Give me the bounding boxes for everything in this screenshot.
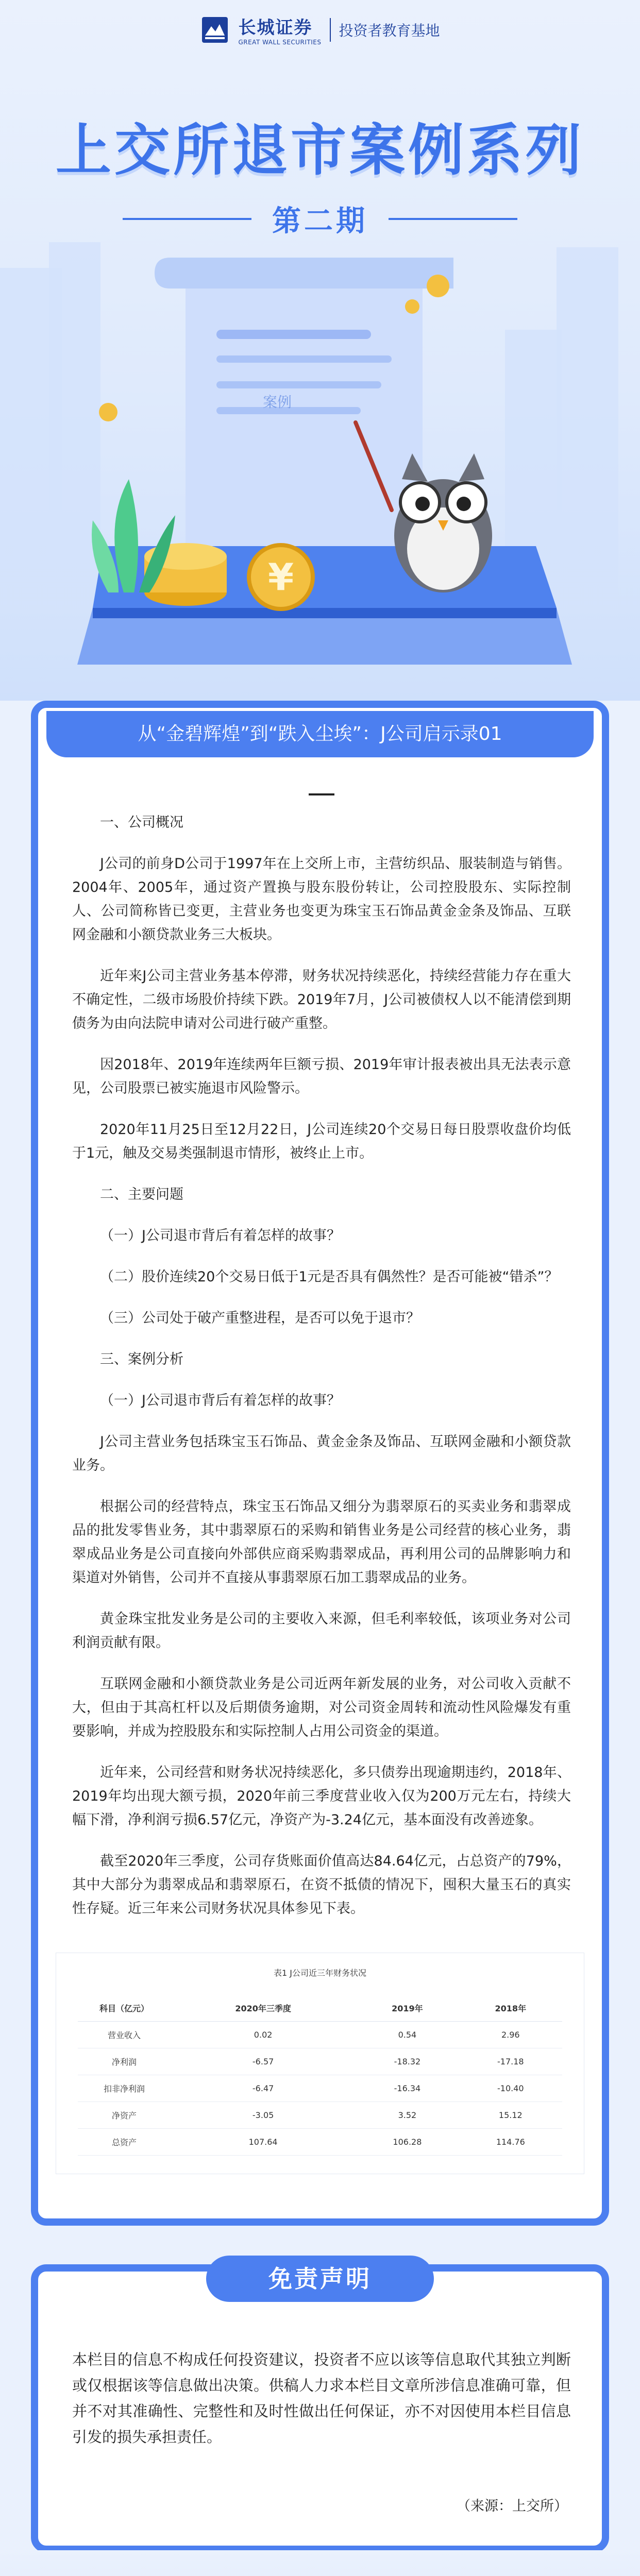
section-heading: 三、案例分析 — [100, 1351, 183, 1367]
table-cell: 15.12 — [459, 2102, 562, 2129]
article-paragraph: 因2018年、2019年连续两年巨额亏损、2019年审计报表被出具无法表示意见，公司股票已被实施退市风险警示。 — [72, 1057, 571, 1096]
platform-edge — [93, 608, 557, 618]
article-paragraph: 近年来，公司经营和财务状况持续恶化，多只债券出现逾期违约，2018年、2019年均出现大额亏损，2020年前三季度营业收入仅为200万元左右，持续大幅下滑，净利润亏损6.57亿元，净资产为-3.24亿元，基本面没有改善迹象。 — [72, 1765, 571, 1828]
owl-pupil — [457, 497, 471, 511]
illustration-case-text: 案例 — [263, 394, 292, 411]
table-row — [78, 2022, 562, 2048]
section-heading: （一）J公司退市背后有着怎样的故事？ — [100, 1393, 341, 1409]
table-cell: 0.02 — [171, 2022, 356, 2048]
brand-name-en: GREAT WALL SECURITIES — [238, 39, 322, 46]
floating-coin — [427, 275, 449, 297]
owl-ear — [459, 453, 484, 482]
table-cell: -10.40 — [459, 2075, 562, 2102]
owl-pupil — [415, 497, 430, 511]
table-cell: 总资产 — [78, 2129, 171, 2156]
table-cell: 0.54 — [356, 2022, 459, 2048]
section-heading: 二、主要问题 — [100, 1187, 183, 1202]
disclaimer-source: （来源：上交所） — [457, 2498, 568, 2514]
section-heading: （二）股价连续20个交易日低于1元是否具有偶然性？是否可能被“错杀”？ — [100, 1269, 559, 1285]
table-cell: 107.64 — [171, 2129, 356, 2156]
floating-coin — [99, 403, 117, 421]
table-cell: -3.05 — [171, 2102, 356, 2129]
article-paragraph: J公司主营业务包括珠宝玉石饰品、黄金金条及饰品、互联网金融和小额贷款业务。 — [72, 1434, 571, 1473]
table-cell: 2.96 — [459, 2022, 562, 2048]
table — [78, 1995, 562, 2156]
table-header-cell: 2019年 — [356, 1995, 459, 2022]
document-body — [186, 289, 423, 546]
article-paragraph: 截至2020年三季度，公司存货账面价值高达84.64亿元，占总资产的79%，其中大部分为翡翠成品和翡翠原石，在资不抵债的情况下，囤积大量玉石的真实性存疑。近三年来公司财务状况具体参见下表。 — [72, 1853, 571, 1917]
table-row — [78, 2048, 562, 2075]
table-cell: 3.52 — [356, 2102, 459, 2129]
hero-illustration — [0, 0, 640, 701]
article-paragraphs — [72, 811, 571, 1921]
issue-label: 第二期 — [272, 205, 368, 238]
document-line — [216, 330, 371, 339]
table-cell: -17.18 — [459, 2048, 562, 2075]
financial-table — [56, 1953, 584, 2174]
section-heading: 一、公司概况 — [100, 815, 183, 831]
table-cell: 净资产 — [78, 2102, 171, 2129]
article-paragraph: J公司的前身D公司于1997年在上交所上市，主营纺织品、服装制造与销售。2004年、2005年，通过资产置换与股东股份转让，公司控股股东、实际控制人、公司简称皆已变更，主营业务也变更为珠宝玉石饰品黄金金条及饰品、互联网金融和小额贷款业务三大板块。 — [72, 856, 571, 943]
article-paragraph: 近年来J公司主营业务基本停滞，财务状况持续恶化，持续经营能力存在重大不确定性，二级市场股价持续下跌。2019年7月，J公司被债权人以不能清偿到期债务为由向法院申请对公司进行破产重整。 — [72, 968, 571, 1031]
section-heading: （三）公司处于破产重整进程，是否可以免于退市？ — [100, 1310, 420, 1326]
table-cell: 106.28 — [356, 2129, 459, 2156]
disclaimer-body — [72, 2347, 571, 2450]
floating-coin — [405, 299, 419, 314]
table-cell: 扣非净利润 — [78, 2075, 171, 2102]
table-header-cell: 2018年 — [459, 1995, 562, 2022]
table-header-cell: 科目（亿元） — [78, 1995, 171, 2022]
section-heading: （一）J公司退市背后有着怎样的故事？ — [100, 1228, 341, 1244]
document-line — [216, 381, 381, 388]
yuan-symbol: ¥ — [267, 555, 294, 599]
table-cell: -6.57 — [171, 2048, 356, 2075]
table-cell: -18.32 — [356, 2048, 459, 2075]
table-header-cell: 2020年三季度 — [171, 1995, 356, 2022]
base-label: 投资者教育基地 — [339, 22, 440, 39]
article-paragraph: 互联网金融和小额贷款业务是公司近两年新发展的业务，对公司收入贡献不大，但由于其高杠杆以及后期债务逾期，对公司资金周转和流动性风险爆发有重要影响，并成为控股股东和实际控制人占用公司资金的渠道。 — [72, 1676, 571, 1739]
table-cell: -6.47 — [171, 2075, 356, 2102]
article-paragraph: 2020年11月25日至12月22日，J公司连续20个交易日每日股票收盘价均低于1元，触及交易类强制退市情形，被终止上市。 — [72, 1122, 571, 1161]
brand-name: 长城证券 — [238, 18, 313, 38]
disclaimer-title: 免责声明 — [206, 2256, 434, 2302]
disclaimer-text: 本栏目的信息不构成任何投资建议，投资者不应以该等信息取代其独立判断或仅根据该等信息做出决策。供稿人力求本栏目文章所涉信息准确可靠，但并不对其准确性、完整性和及时性做出任何保证，亦不对因使用本栏目信息引发的损失承担责任。 — [72, 2351, 571, 2446]
article-title: 从“金碧辉煌”到“跌入尘埃”：J公司启示录01 — [46, 711, 594, 757]
table-row — [78, 2129, 562, 2156]
document-line — [216, 355, 392, 363]
divider — [309, 793, 334, 795]
table-cell: 净利润 — [78, 2048, 171, 2075]
table-caption: 表1 J公司近三年财务状况 — [274, 1968, 366, 1978]
table-cell: 营业收入 — [78, 2022, 171, 2048]
article-paragraph: 黄金珠宝批发业务是公司的主要收入来源，但毛利率较低，该项业务对公司利润贡献有限。 — [72, 1611, 571, 1651]
series-title: 上交所退市案例系列 — [55, 118, 584, 183]
hero-banner — [0, 0, 640, 701]
table-cell: 114.76 — [459, 2129, 562, 2156]
article-body — [72, 793, 571, 1938]
table-row — [78, 2075, 562, 2102]
footer-background — [0, 2550, 640, 2576]
article-paragraph: 根据公司的经营特点，珠宝玉石饰品又细分为翡翠原石的买卖业务和翡翠成品的批发零售业务，其中翡翠原石的采购和销售业务是公司经营的核心业务，翡翠成品业务是公司直接向外部供应商采购翡翠成品，再利用公司的品牌影响力和渠道对外销售，公司并不直接从事翡翠原石加工翡翠成品的业务。 — [72, 1499, 571, 1586]
table-cell: -16.34 — [356, 2075, 459, 2102]
table-header-row — [78, 1995, 562, 2022]
table-row — [78, 2102, 562, 2129]
